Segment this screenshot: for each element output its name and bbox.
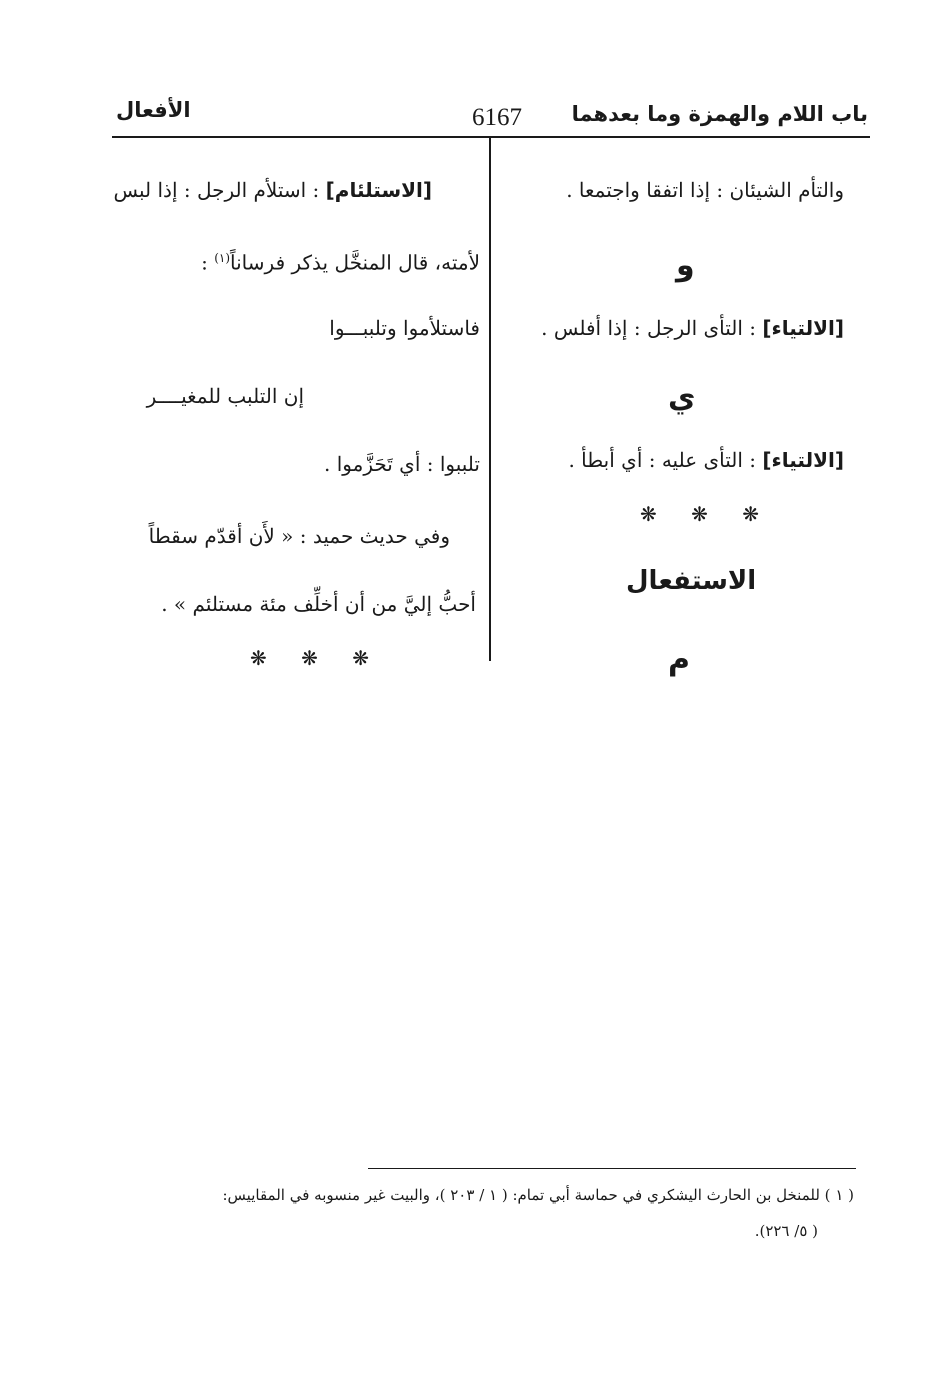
right-entry-1 <box>541 314 844 342</box>
section-separator: ❋ ❋ ❋ <box>640 502 773 526</box>
entry-term: [الالتياء] <box>762 448 844 472</box>
footnote-rule <box>368 1168 856 1169</box>
verse-line-1: فاستلأموا وتلببـــوا <box>329 316 480 340</box>
section-separator: ❋ ❋ ❋ <box>250 646 383 670</box>
footnote-line-2: ( ٥/ ٢٢٦). <box>754 1222 818 1240</box>
letter-heading-waw: و <box>676 248 695 283</box>
footnote-line-1: ( ١ ) للمنخل بن الحارث اليشكري في حماسة أبي تمام: ( ١ / ٢٠٣ )، والبيت غير منسوبه في المقاييس: <box>222 1186 854 1204</box>
right-entry-2 <box>568 446 844 474</box>
left-line-5: تلببوا : أي تَحَزَّموا . <box>324 452 480 476</box>
running-head-chapter: الأفعال <box>116 98 191 122</box>
letter-heading-mim: م <box>668 642 690 677</box>
column-divider <box>489 138 491 661</box>
left-entry <box>114 176 433 204</box>
left-line-2: لأمته، قال المنخَّل يذكر فرساناً$^{(١)}$ : <box>201 250 480 275</box>
letter-heading-ya: ي <box>668 380 696 415</box>
entry-text: : التأى الرجل : إذا أفلس . <box>541 316 757 340</box>
page-number: 6167 <box>472 104 522 131</box>
entry-text: : استلأم الرجل : إذا لبس <box>113 178 320 202</box>
entry-term: [الاستلئام] <box>325 178 432 202</box>
entry-text: : التأى عليه : أي أبطأ . <box>568 448 757 472</box>
right-line-1: والتأم الشيئان : إذا اتفقا واجتمعا . <box>566 178 844 202</box>
section-heading: الاستفعال <box>626 566 757 596</box>
left-line-7: أحبُّ إليَّ من أن أخلِّف مئة مستلئم » . <box>161 592 476 616</box>
header-rule <box>112 136 870 138</box>
running-head-section: باب اللام والهمزة وما بعدهما <box>571 102 868 126</box>
verse-line-2: إن التلبب للمغيــــر <box>146 384 304 408</box>
entry-term: [الالتياء] <box>762 316 844 340</box>
left-line-6: وفي حديث حميد : « لأَن أقدّم سقطاً <box>148 524 450 548</box>
footnote-reference: (١) <box>214 251 231 265</box>
